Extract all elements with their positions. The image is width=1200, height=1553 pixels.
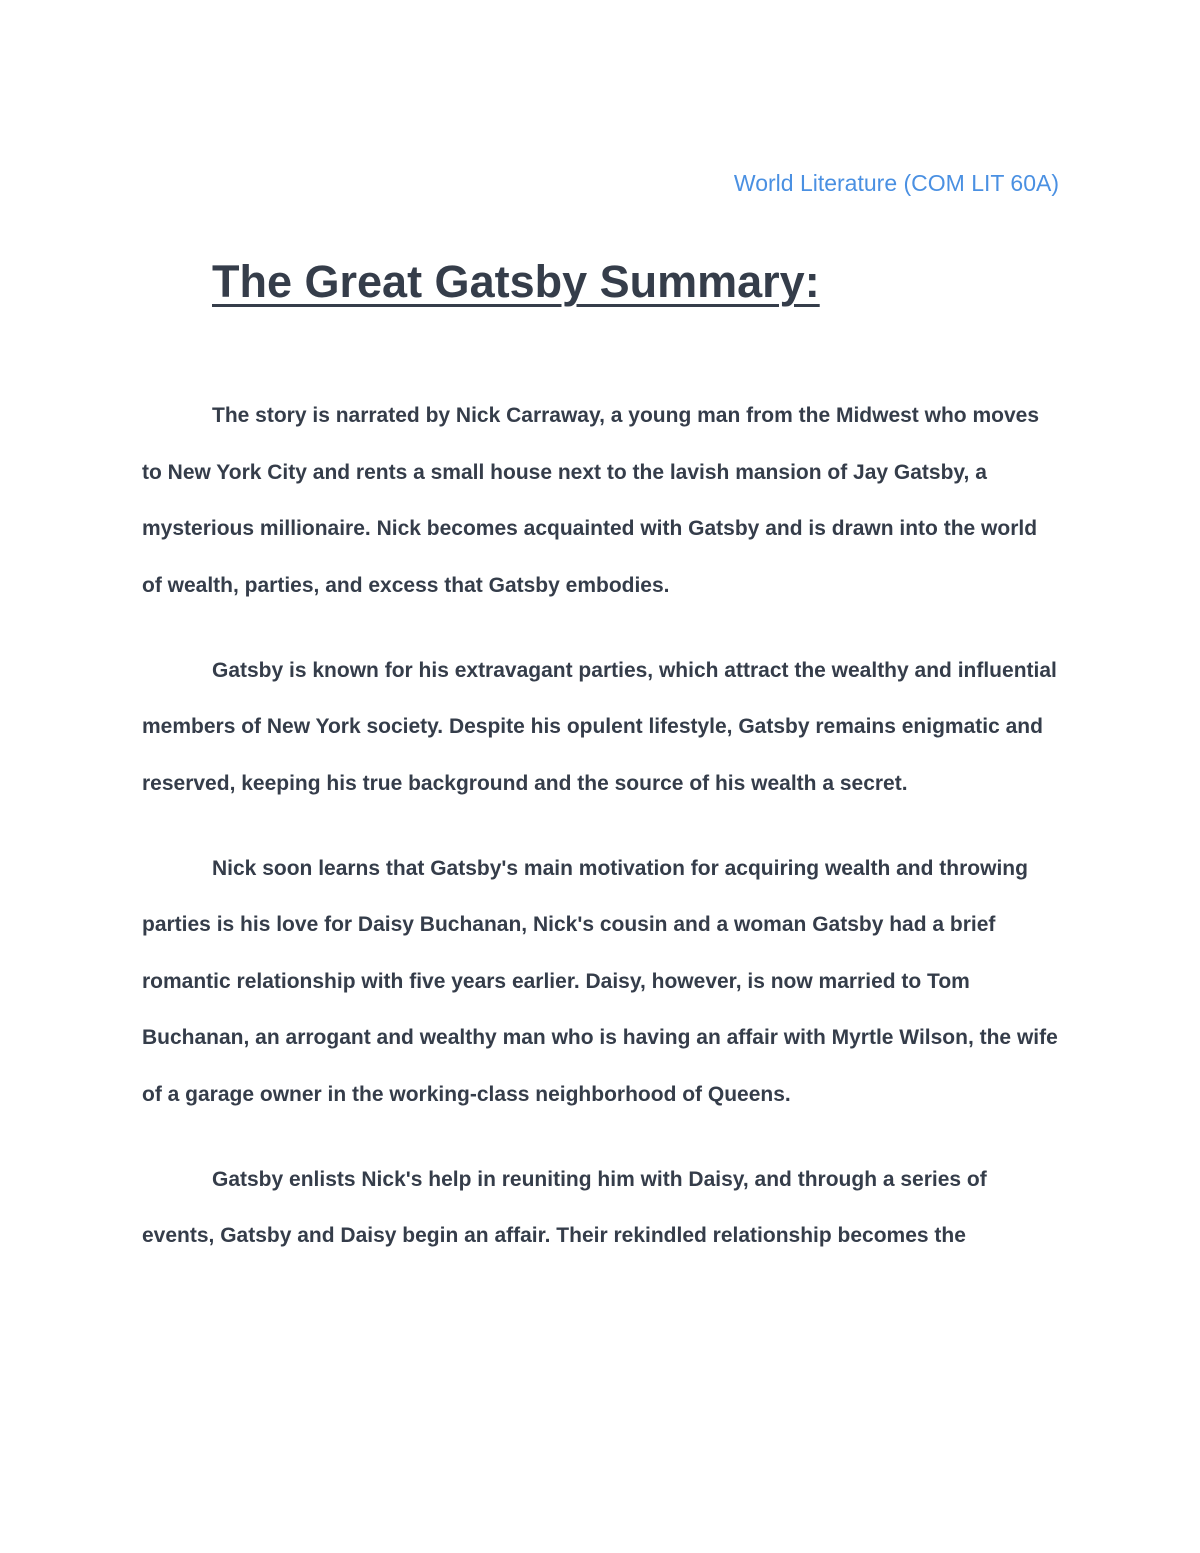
page-title: The Great Gatsby Summary: — [212, 256, 820, 307]
paragraph-2: Gatsby is known for his extravagant parties, which attract the wealthy and influential members of New York society. Despite his opulent lifestyle, Gatsby remains enigmatic and reserved, keeping his true background and the source of his wealth a secret. — [142, 658, 1057, 795]
course-label: World Literature (COM LIT 60A) — [733, 170, 1059, 196]
paragraph-4: Gatsby enlists Nick's help in reuniting him with Daisy, and through a series of events, Gatsby and Daisy begin an affair. Their rekindled relationship becomes the — [142, 1167, 987, 1247]
summary-body — [142, 388, 1062, 1293]
paragraph-3: Nick soon learns that Gatsby's main motivation for acquiring wealth and throwing parties is his love for Daisy Buchanan, Nick's cousin and a woman Gatsby had a brief romantic relationship with five years earlier. Daisy, however, is now married to Tom Buchanan, an arrogant and wealthy man who is having an affair with Myrtle Wilson, the wife of a garage owner in the working-class neighborhood of Queens. — [142, 856, 1058, 1106]
paragraph-1: The story is narrated by Nick Carraway, a young man from the Midwest who moves to New York City and rents a small house next to the lavish mansion of Jay Gatsby, a mysterious millionaire. Nick becomes acquainted with Gatsby and is drawn into the world of wealth, parties, and excess that Gatsby embodies. — [142, 404, 1039, 597]
